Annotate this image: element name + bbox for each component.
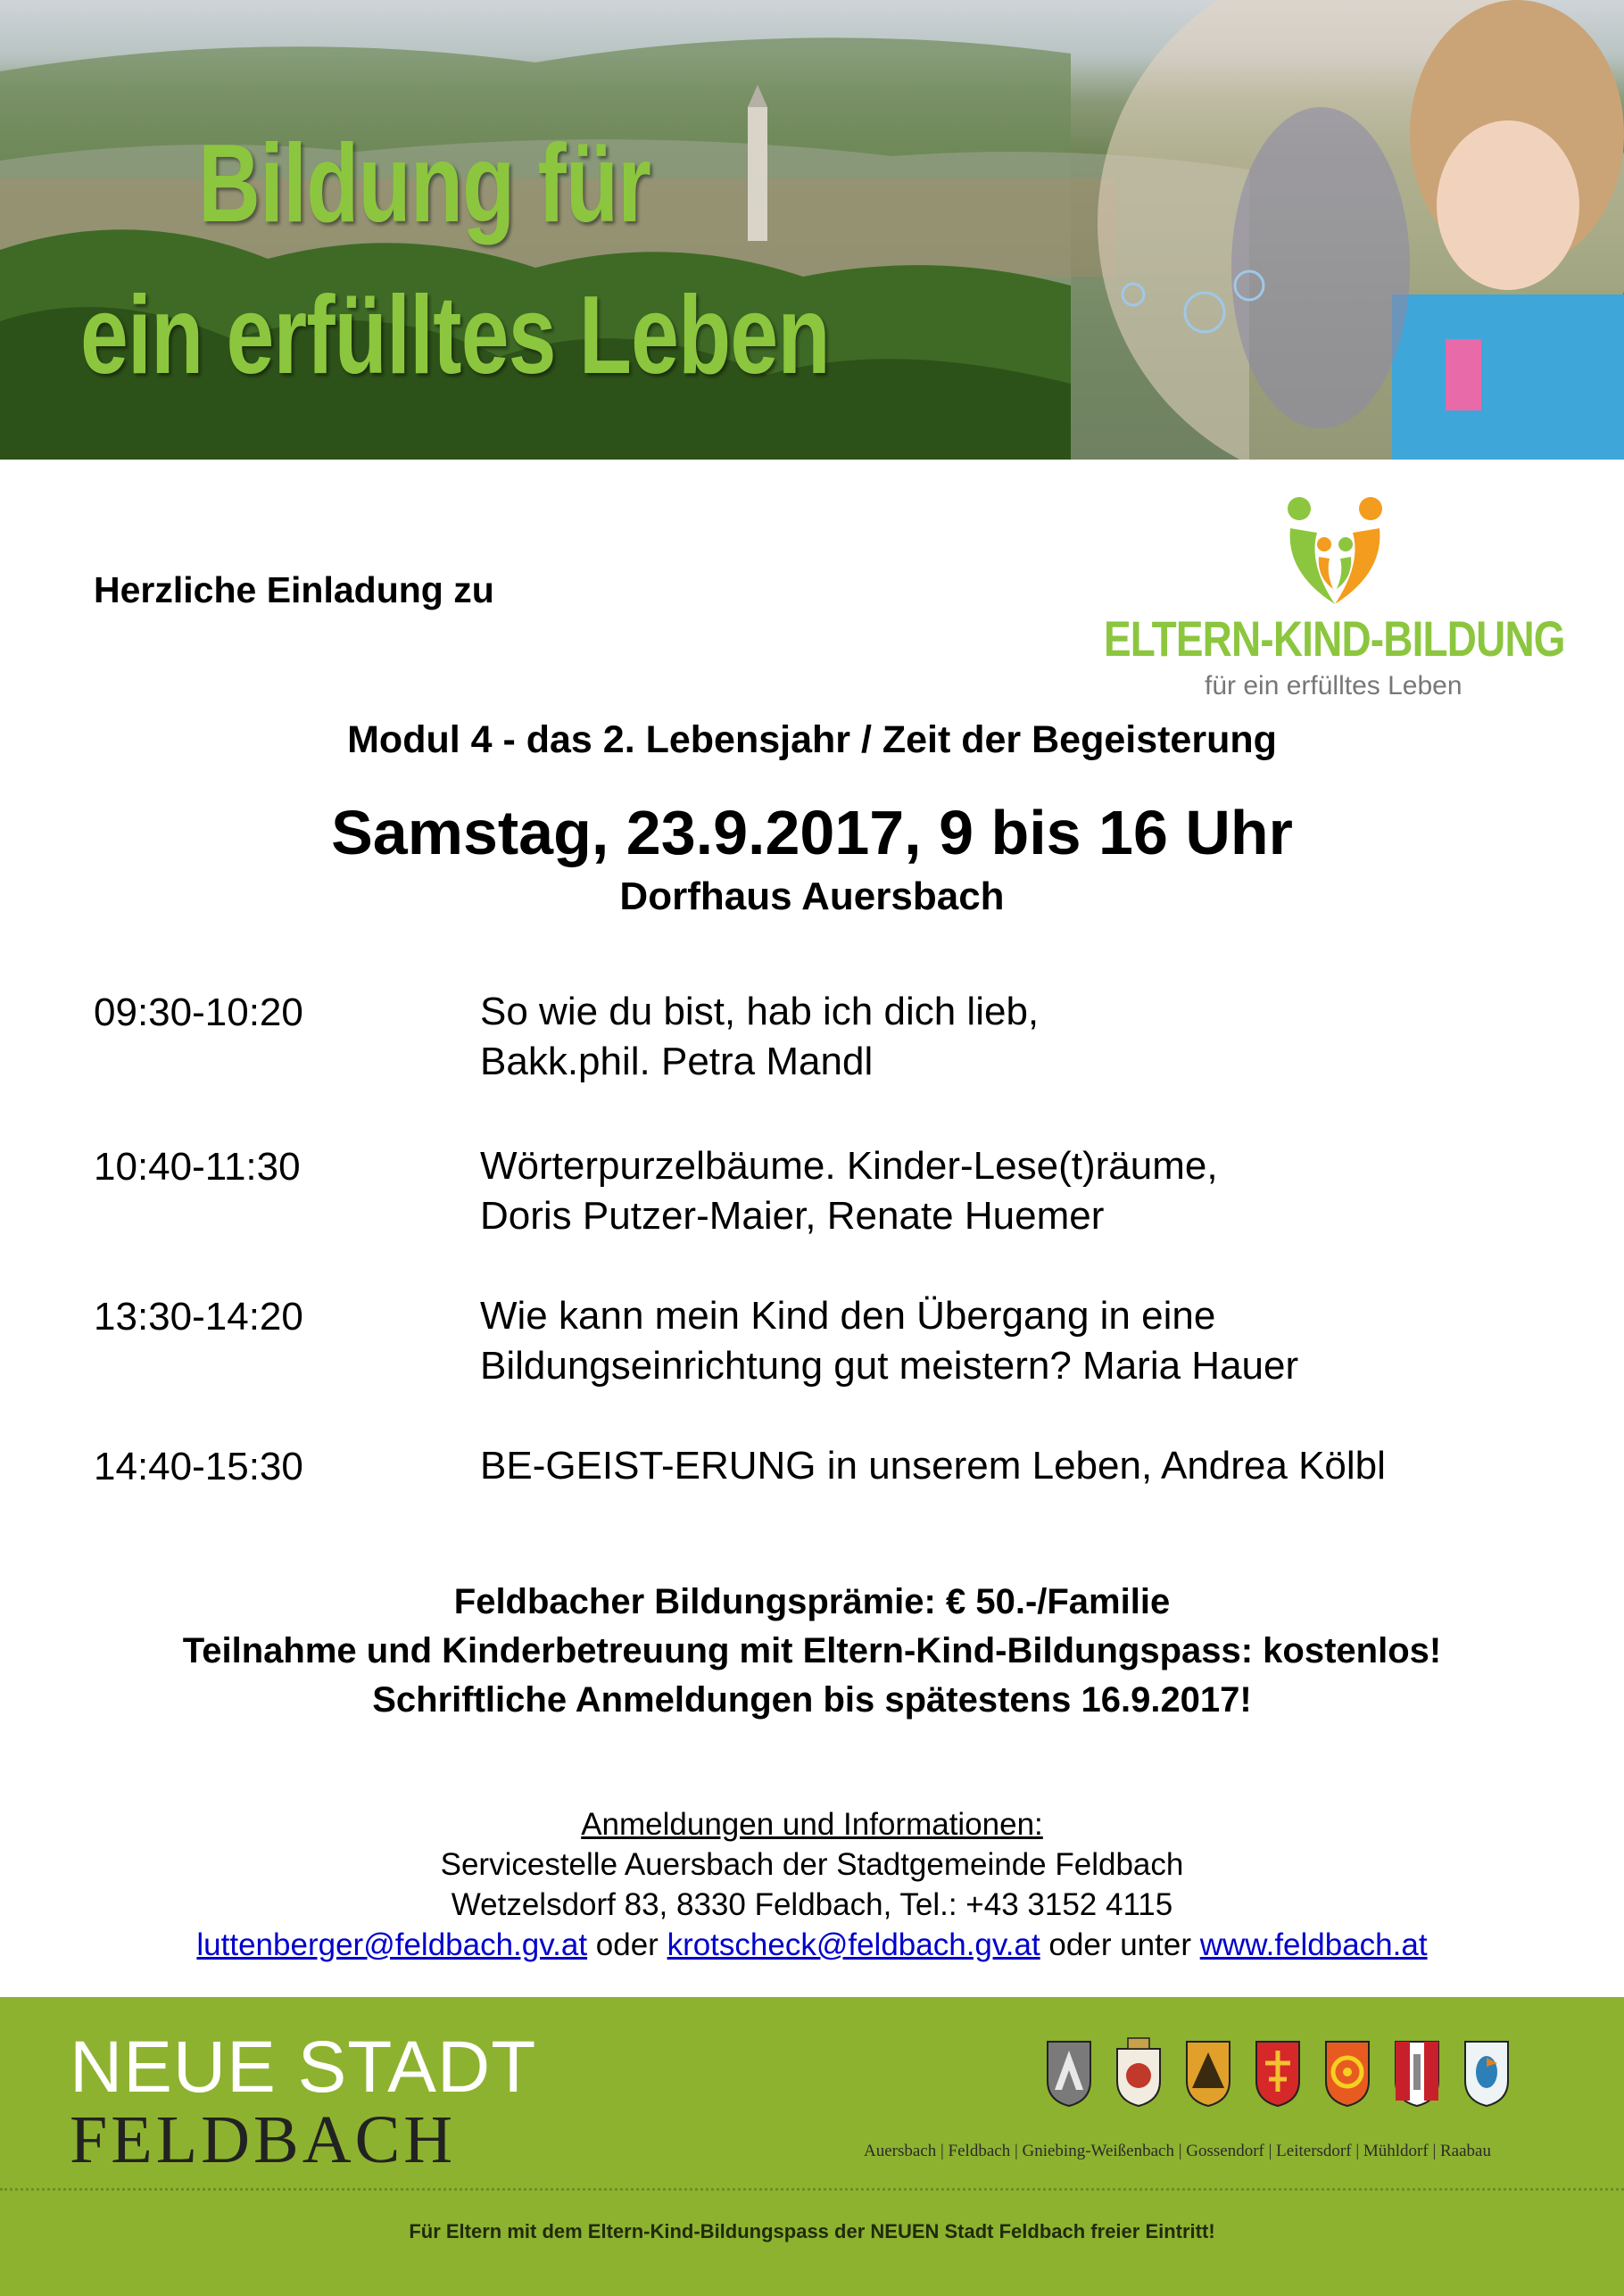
schedule-title: Wörterpurzelbäume. Kinder-Lese(t)räume, bbox=[480, 1144, 1218, 1188]
premium-line: Teilnahme und Kinderbetreuung mit Eltern-Kind-Bildungspass: kostenlos! bbox=[182, 1631, 1442, 1670]
email-link-luttenberger[interactable]: luttenberger@feldbach.gv.at bbox=[196, 1927, 588, 1962]
crest-leitersdorf-icon bbox=[1322, 2036, 1372, 2108]
website-link[interactable]: www.feldbach.at bbox=[1199, 1927, 1428, 1962]
crest-auersbach-icon bbox=[1044, 2036, 1094, 2108]
module-title: Modul 4 - das 2. Lebensjahr / Zeit der Begeisterung bbox=[347, 718, 1277, 761]
crest-feldbach-icon bbox=[1114, 2036, 1164, 2108]
contact-office: Servicestelle Auersbach der Stadtgemeinde Feldbach bbox=[440, 1847, 1184, 1882]
separator-text: oder unter bbox=[1040, 1927, 1200, 1962]
municipalities-list: Auersbach | Feldbach | Gniebing-Weißenbach | Gossendorf | Leitersdorf | Mühldorf | Raabau bbox=[864, 2142, 1491, 2160]
brand-line-2: FELDBACH bbox=[70, 2102, 457, 2177]
crest-muehldorf-icon bbox=[1392, 2036, 1442, 2108]
event-date: Samstag, 23.9.2017, 9 bis 16 Uhr bbox=[331, 798, 1293, 867]
headline-line-1: Bildung für bbox=[198, 122, 651, 245]
schedule-speaker: Doris Putzer-Maier, Renate Huemer bbox=[480, 1194, 1105, 1238]
email-link-krotscheck[interactable]: krotscheck@feldbach.gv.at bbox=[667, 1927, 1040, 1962]
footer-tagline: Für Eltern mit dem Eltern-Kind-Bildungspass der NEUEN Stadt Feldbach freier Eintritt! bbox=[409, 2220, 1215, 2242]
header-photo-banner bbox=[0, 0, 1624, 460]
footer-divider bbox=[0, 2188, 1624, 2191]
registration-deadline: Schriftliche Anmeldungen bis spätestens 16.9.2017! bbox=[372, 1680, 1252, 1720]
crest-gossendorf-icon bbox=[1253, 2036, 1303, 2108]
schedule-time: 14:40-15:30 bbox=[94, 1445, 303, 1488]
separator-text: oder bbox=[587, 1927, 667, 1962]
schedule-speaker: Bildungseinrichtung gut meistern? Maria Hauer bbox=[480, 1344, 1299, 1388]
schedule-time: 13:30-14:20 bbox=[94, 1295, 303, 1339]
schedule-item bbox=[480, 987, 1039, 1087]
schedule-time: 10:40-11:30 bbox=[94, 1145, 301, 1189]
crest-gniebing-weissenbach-icon bbox=[1183, 2036, 1233, 2108]
brand-line-1: NEUE STADT bbox=[70, 2027, 537, 2108]
schedule-item bbox=[480, 1141, 1218, 1241]
schedule-title: BE-GEIST-ERUNG in unserem Leben, Andrea Kölbl bbox=[480, 1444, 1386, 1488]
headline-line-2: ein erfülltes Leben bbox=[80, 274, 830, 397]
logo-title: ELTERN-KIND-BILDUNG bbox=[1104, 610, 1565, 667]
contact-address: Wetzelsdorf 83, 8330 Feldbach, Tel.: +43 3152 4115 bbox=[451, 1887, 1173, 1922]
invitation-text: Herzliche Einladung zu bbox=[94, 569, 494, 610]
schedule-item bbox=[480, 1441, 1386, 1491]
schedule-speaker: Bakk.phil. Petra Mandl bbox=[480, 1040, 874, 1083]
logo-subtitle: für ein erfülltes Leben bbox=[1205, 671, 1462, 700]
contact-links bbox=[0, 1927, 1624, 1963]
schedule-time: 09:30-10:20 bbox=[94, 991, 303, 1034]
crest-raabau-icon bbox=[1462, 2036, 1512, 2108]
event-venue: Dorfhaus Auersbach bbox=[619, 874, 1005, 918]
schedule-title: Wie kann mein Kind den Übergang in eine bbox=[480, 1294, 1216, 1338]
schedule-title: So wie du bist, hab ich dich lieb, bbox=[480, 990, 1040, 1033]
schedule-item bbox=[480, 1291, 1298, 1391]
family-heart-logo-icon bbox=[1281, 493, 1388, 609]
contact-title: Anmeldungen und Informationen: bbox=[581, 1807, 1043, 1842]
premium-line: Feldbacher Bildungsprämie: € 50.-/Familie bbox=[453, 1582, 1171, 1621]
